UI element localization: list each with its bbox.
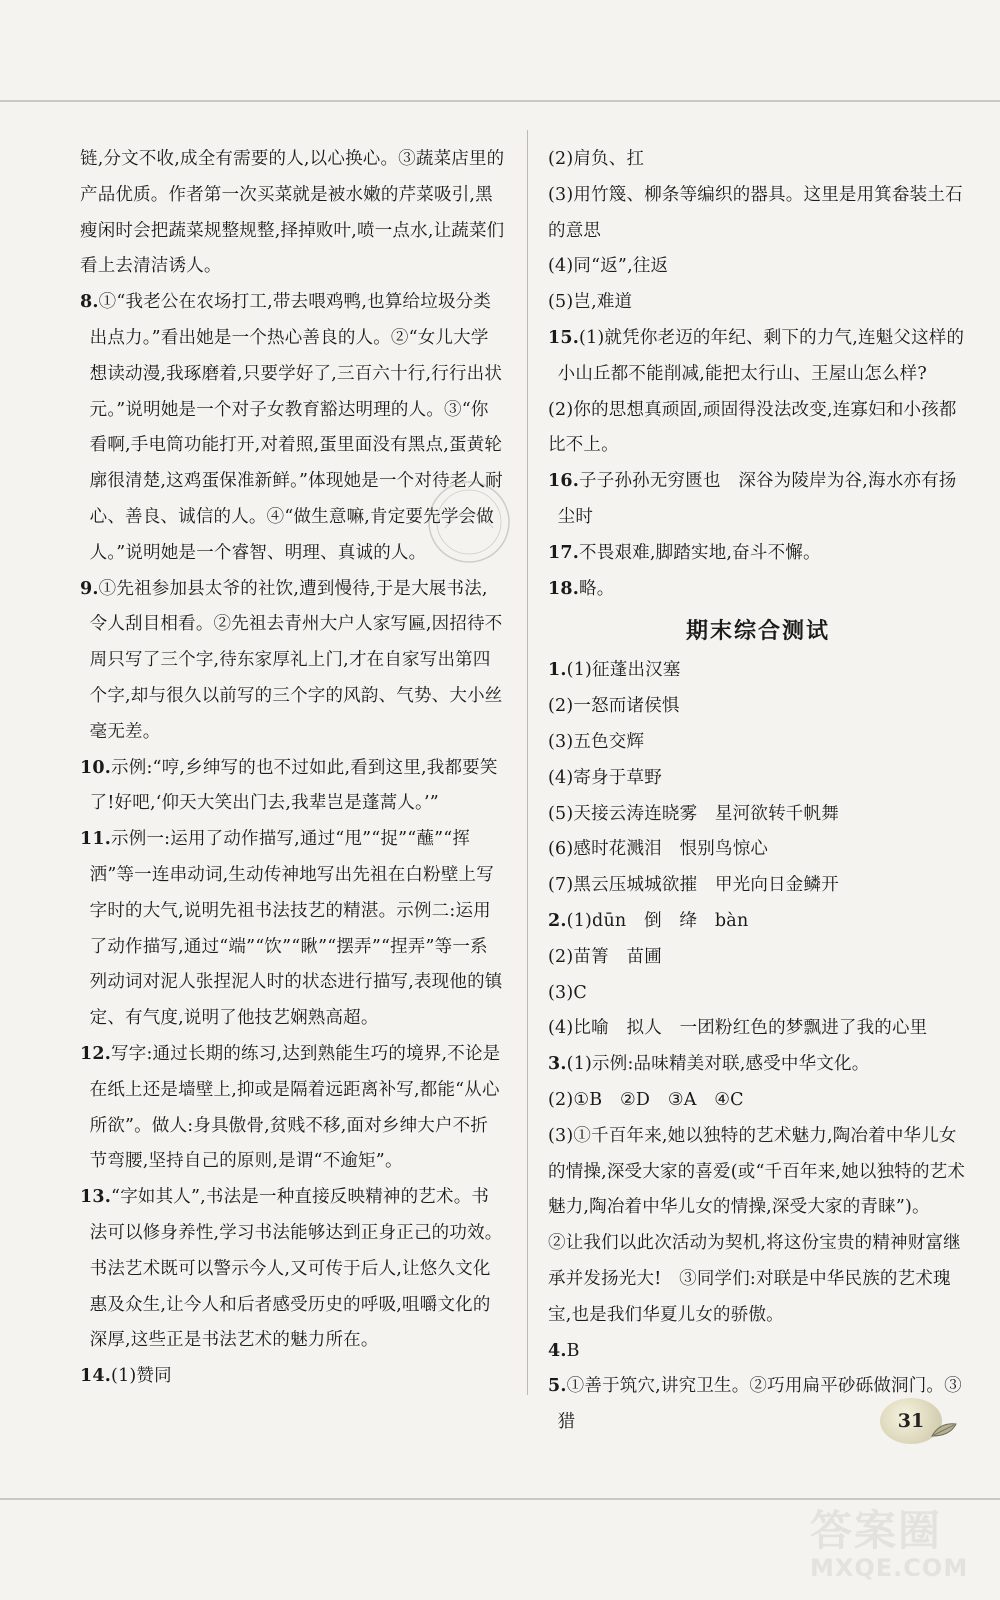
leaf-decoration-icon — [930, 1420, 958, 1440]
answer-item: ②让我们以此次活动为契机,将这份宝贵的精神财富继承并发扬光大! ③同学们:对联是中华民族的艺术瑰宝,也是我们华夏儿女的骄傲。 — [548, 1233, 961, 1325]
answer-item: (3)用竹篾、柳条等编织的器具。这里是用箕畚装土石的意思 — [548, 184, 963, 241]
answer-item: 12.写字:通过长期的练习,达到熟能生巧的境界,不论是在纸上还是墙壁上,抑或是隔着远距离补写,都能“从心所欲”。做人:身具傲骨,贫贱不移,面对乡绅大户不折节弯腰,坚持自己的原则,是谓“不逾矩”。 — [80, 1043, 501, 1172]
left-column — [80, 142, 505, 1395]
answer-item: (6)感时花溅泪 恨别鸟惊心 — [548, 839, 769, 860]
answer-item: (4)寄身于草野 — [548, 767, 662, 788]
section-title: 期末综合测试 — [685, 619, 830, 645]
answer-item: (2)肩负、扛 — [548, 149, 645, 169]
page-bottom-edge — [0, 1498, 1000, 1500]
answer-item: (3)①千百年来,她以独特的艺术魅力,陶冶着中华儿女的情操,深受大家的喜爱(或“千百年来,她以独特的艺术魅力,陶冶着中华儿女的情操,深受大家的青睐”)。 — [548, 1125, 966, 1218]
answer-item: 14.(1)赞同 — [80, 1366, 172, 1387]
answer-item: (7)黑云压城城欲摧 甲光向日金鳞开 — [548, 875, 839, 896]
answer-item: (5)天接云涛连晓雾 星河欲转千帆舞 — [548, 803, 839, 824]
answer-item: (2)一怒而诸侯惧 — [548, 696, 680, 717]
answer-item: (2)你的思想真顽固,顽固得没法改变,连寡妇和小孩都比不上。 — [548, 399, 957, 456]
answer-item: (4)同“返”,往返 — [548, 256, 669, 277]
answer-item: 15.(1)就凭你老迈的年纪、剩下的力气,连魁父这样的小山丘都不能削减,能把太行山、王屋山怎么样? — [548, 327, 965, 384]
answer-item: (5)岂,难道 — [548, 292, 633, 313]
answer-item: 3.(1)示例:品味精美对联,感受中华文化。 — [548, 1054, 870, 1075]
answer-item: (4)比喻 拟人 一团粉红色的梦飘进了我的心里 — [548, 1018, 928, 1039]
answer-item: 链,分文不收,成全有需要的人,以心换心。③蔬菜店里的产品优质。作者第一次买菜就是被水嫩的芹菜吸引,黑瘦闲时会把蔬菜规整规整,择掉败叶,喷一点水,让蔬菜们看上去清洁诱人。 — [80, 149, 505, 277]
answer-item: (2)苗箐 苗圃 — [548, 946, 662, 967]
column-divider — [527, 130, 528, 1395]
faint-stamp-icon — [425, 478, 513, 566]
answer-item: 17.不畏艰难,脚踏实地,奋斗不懈。 — [548, 542, 821, 563]
answer-item: 5.①善于筑穴,讲究卫生。②巧用扁平砂砾做洞门。③猎 — [548, 1376, 962, 1433]
page-number: 31 — [897, 1410, 925, 1432]
site-watermark — [810, 1508, 980, 1588]
answer-item: 10.示例:“哼,乡绅写的也不过如此,看到这里,我都要笑了!好吧,‘仰天大笑出门去,我辈岂是蓬蒿人。’” — [80, 757, 498, 814]
watermark-title: 答案圈 — [810, 1506, 943, 1555]
answer-item: 4.B — [548, 1340, 580, 1361]
answer-item: 13.“字如其人”,书法是一种直接反映精神的艺术。书法可以修身养性,学习书法能够达到正身正己的功效。书法艺术既可以警示今人,又可传于后人,让悠久文化惠及众生,让今人和后者感受历史的呼吸,咀嚼文化的深厚,这些正是书法艺术的魅力所在。 — [80, 1187, 503, 1351]
answer-item: 18.略。 — [548, 578, 615, 599]
answer-item: (3)五色交辉 — [548, 731, 645, 752]
answer-item: 9.①先祖参加县太爷的社饮,遭到慢待,于是大展书法,令人刮目相看。②先祖去青州大户人家写匾,因招待不周只写了三个字,待东家厚礼上门,才在自家写出第四个字,却与很久以前写的三个字的风韵、气势、大小丝毫无差。 — [80, 578, 503, 742]
answer-item: (3)C — [548, 982, 587, 1003]
answer-item: 2.(1)dūn 倒 绛 bàn — [548, 910, 749, 931]
answer-item: 16.子子孙孙无穷匮也 深谷为陵岸为谷,海水亦有扬尘时 — [548, 471, 957, 527]
page-top-edge — [0, 100, 1000, 102]
answer-item: (2)①B ②D ③A ④C — [548, 1089, 744, 1110]
answer-item: 1.(1)征蓬出汉塞 — [548, 660, 681, 681]
right-column — [548, 142, 968, 1441]
answer-item: 11.示例一:运用了动作描写,通过“甩”“捉”“蘸”“挥洒”等一连串动词,生动传神地写出先祖在白粉壁上写字时的大气,说明先祖书法技艺的精湛。示例二:运用了动作描写,通过“端”“饮”“瞅”“摆弄”“捏弄”等一系列动词对泥人张捏泥人时的状态进行描写,表现他的镇定、有气度,说明了他技艺娴熟高超。 — [80, 829, 503, 1029]
answer-item: 8.①“我老公在农场打工,带去喂鸡鸭,也算给垃圾分类出点力。”看出她是一个热心善良的人。②“女儿大学想读动漫,我琢磨着,只要学好了,三百六十行,行行出状元。”说明她是一个对子女教育豁达明理的人。③“你看啊,手电筒功能打开,对着照,蛋里面没有黑点,蛋黄轮廓很清楚,这鸡蛋保准新鲜。”体现她是一个对待老人耐心、善良、诚信的人。④“做生意嘛,肯定要先学会做人。”说明她是一个睿智、明理、真诚的人。 — [80, 292, 503, 563]
watermark-url: MXQE.COM — [810, 1554, 969, 1582]
